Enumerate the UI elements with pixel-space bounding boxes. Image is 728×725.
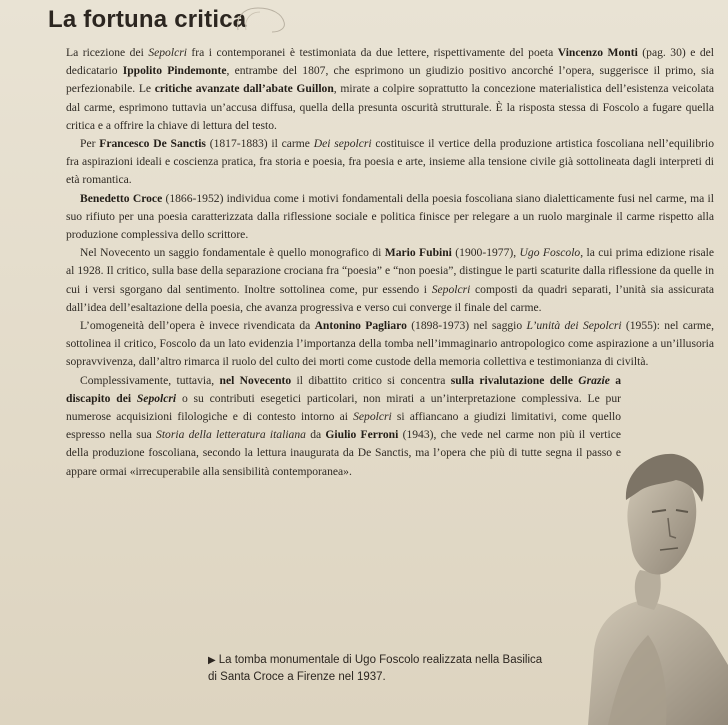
image-caption: [208, 652, 548, 685]
text-run: (1955): nel carme, sottolinea il critico, Foscolo da un lato evidenzia l’importanza della tomba nell’immaginario antropologico come aspirazione a un’illusoria sopravvivenza, dall’altro rimarca il ruolo del culto dei morti come custode della memoria collettiva e testimonianza di civiltà.: [66, 319, 714, 369]
emphasis-bold: Sepolcri: [136, 391, 177, 405]
text-run: il dibattito critico si concentra: [291, 373, 451, 387]
text-run: , la cui prima edizione risale al 1928. Il critico, sulla base della separazione crociana fra “poesia” e “non poesia”, distingue le parti scaturite dalla riflessione da quelle in cui i versi sgorgano dal sentimento. Inoltre sottolinea come, pur essendo i: [66, 246, 714, 296]
emphasis-bold: Antonino Pagliaro: [314, 319, 407, 333]
paragraph: [66, 372, 621, 481]
paragraph: [66, 44, 714, 135]
text-run: (1817-1883) il carme: [205, 137, 314, 151]
emphasis-bold: Benedetto Croce: [80, 191, 163, 205]
emphasis-italic: Sepolcri: [148, 46, 187, 59]
text-run: , entrambe del 1807, che esprimono un giudizio positivo ancorché l’opera, suggerisce il primo, sia perfezionabile. Le: [66, 64, 714, 96]
emphasis-italic: Sepolcri: [431, 282, 471, 296]
emphasis-bold: Grazie: [578, 373, 610, 387]
emphasis-bold: critiche avanzate dall’abate Guillon: [154, 82, 334, 96]
text-run: (1900-1977),: [451, 246, 520, 260]
title-decoration: [232, 4, 292, 34]
foscolo-statue-image: [548, 440, 728, 725]
text-run: Complessivamente, tuttavia,: [80, 373, 220, 387]
text-run: L’omogeneità dell’opera è invece rivendicata da: [80, 319, 315, 333]
emphasis-italic: Ugo Foscolo: [519, 246, 581, 260]
emphasis-bold: Ippolito Pindemonte: [122, 64, 227, 78]
text-run: La ricezione dei: [66, 46, 149, 59]
emphasis-bold: nel Novecento: [219, 373, 292, 387]
text-run: fra i contemporanei è testimoniata da due lettere, rispettivamente del poeta: [186, 46, 558, 59]
emphasis-italic: Sepolcri: [353, 410, 392, 424]
text-run: costituisce il vertice della produzione artistica foscoliana nell’equilibrio fra aspirazioni ideali e coscienza pratica, fra storia e poesia, fra poesia e arte, insieme alla tensione civile già sottolineata dagli interpreti di età romantica.: [66, 137, 714, 187]
text-run: si affiancano a giudizi limitativi, come quello espresso nella sua: [66, 410, 621, 442]
text-run: (1866-1952) individua come i motivi fondamentali della poesia foscoliana siano dialetticamente fusi nel carme, ma il suo rifiuto per una poesia caratterizzata dalla riflessione sociale e politica finisce per relegare a un ruolo marginale il carme rispetto alla produzione complessiva dello scrittore.: [66, 191, 714, 242]
emphasis-italic: L’unità dei Sepolcri: [526, 319, 622, 333]
emphasis-bold: Francesco De Sanctis: [99, 137, 206, 151]
emphasis-italic: Storia della letteratura italiana: [156, 428, 306, 442]
emphasis-italic: Dei sepolcri: [313, 137, 372, 151]
emphasis-bold: Mario Fubini: [384, 246, 452, 260]
text-run: Per: [80, 137, 100, 151]
paragraph: [66, 317, 714, 372]
emphasis-bold: Vincenzo Monti: [557, 46, 638, 59]
paragraph: [66, 135, 714, 190]
emphasis-bold: sulla rivalutazione delle: [450, 373, 579, 387]
text-run: da: [305, 428, 326, 442]
paragraph: [66, 244, 714, 317]
text-run: composti da quadri separati, l’unità sia assicurata dall’idea dell’esaltazione della poesia, che avanza progressiva e verso cui converge il finale del carme.: [66, 282, 715, 314]
emphasis-bold: a discapito dei: [66, 373, 621, 405]
text-run: Nel Novecento un saggio fondamentale è quello monografico di: [80, 246, 385, 260]
text-run: (1898-1973) nel saggio: [406, 319, 527, 333]
text-run: o su contributi esegetici particolari, non mirati a un’interpretazione complessiva. Le pur numerose acquisizioni filologiche e di contesto intorno ai: [66, 391, 622, 424]
caption-arrow-icon: ▶: [208, 655, 216, 666]
page-title: La fortuna critica: [48, 6, 247, 33]
caption-text: La tomba monumentale di Ugo Foscolo realizzata nella Basilica di Santa Croce a Firenze nel 1937.: [208, 654, 543, 683]
emphasis-bold: Giulio Ferroni: [325, 428, 399, 442]
article-body: [66, 44, 714, 481]
text-run: (1943), che vede nel carme non più il vertice della produzione foscoliana, secondo la lettura inaugurata da De Sanctis, ma l’opera che più di tutte segna il passo e appare ormai «irrecuperabile alla sensibilità contemporanea».: [66, 428, 621, 478]
text-run: , mirate a colpire soprattutto la concezione materialistica dell’esistenza veicolata dal carme, esprimono tuttavia un’accusa diffusa, quella della presunta oscurità strutturale. È la risposta stessa di Foscolo a fugare quella critica e a offrire la chiave di lettura del testo.: [66, 82, 714, 132]
paragraph: [66, 190, 714, 245]
text-run: (pag. 30) e del dedicatario: [66, 46, 714, 78]
